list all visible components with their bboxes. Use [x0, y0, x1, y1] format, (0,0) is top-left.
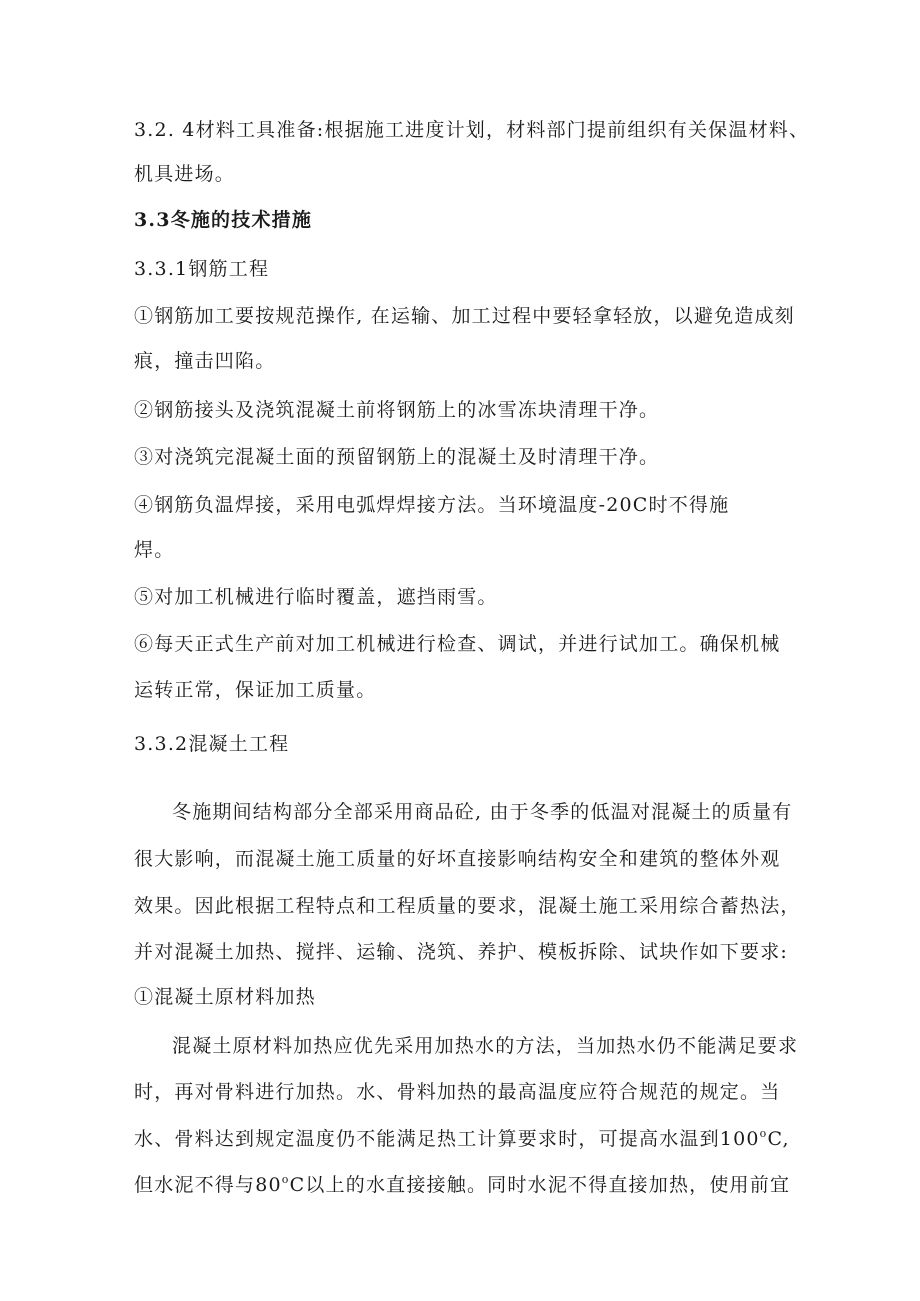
concrete-para-2-line-4 — [134, 1172, 794, 1198]
concrete-para-2-line-3-unit: C, — [767, 1128, 790, 1150]
concrete-para-2-line-3-text: 水、骨料达到规定温度仍不能满足热工计算要求时，可提高水温到100 — [134, 1128, 760, 1150]
concrete-para-2-line-3 — [134, 1126, 794, 1152]
rebar-item-4-line-1: ④钢筋负温焊接，采用电弧焊焊接方法。当环境温度-20C时不得施 — [134, 494, 730, 516]
degree-superscript: o — [759, 1127, 768, 1140]
rebar-item-1-line-2: 痕，撞击凹陷。 — [134, 350, 276, 372]
degree-superscript: o — [281, 1173, 290, 1186]
rebar-item-5: ⑤对加工机械进行临时覆盖，遮挡雨雪。 — [134, 586, 498, 608]
rebar-item-2: ②钢筋接头及浇筑混凝土前将钢筋上的冰雪冻块清理干净。 — [134, 399, 660, 421]
concrete-para-2-line-4-rest: C以上的水直接接触。同时水泥不得直接加热，使用前宜 — [289, 1174, 791, 1196]
section-3-2-4-line-2: 机具进场。 — [134, 163, 236, 185]
concrete-para-2-line-1: 混凝土原材料加热应优先采用加热水的方法，当加热水仍不能满足要求 — [172, 1035, 799, 1057]
rebar-item-6-line-2: 运转正常，保证加工质量。 — [134, 679, 377, 701]
rebar-item-4-line-2: 焊。 — [134, 539, 175, 561]
concrete-para-2-line-4-text: 但水泥不得与80 — [134, 1174, 282, 1196]
rebar-item-1-line-1: ①钢筋加工要按规范操作, 在运输、加工过程中要轻拿轻放，以避免造成刻 — [134, 305, 795, 327]
concrete-para-2-line-2: 时，再对骨料进行加热。水、骨料加热的最高温度应符合规范的规定。当 — [134, 1081, 781, 1103]
rebar-item-3: ③对浇筑完混凝土面的预留钢筋上的混凝土及时清理干净。 — [134, 446, 660, 468]
section-3-3-2-heading: 3.3.2混凝土工程 — [134, 733, 290, 755]
concrete-para-1-line-3: 效果。因此根据工程特点和工程质量的要求，混凝土施工采用综合蓄热法， — [134, 895, 801, 917]
concrete-para-1-line-1: 冬施期间结构部分全部采用商品砼, 由于冬季的低温对混凝土的质量有 — [172, 801, 793, 823]
section-3-3-heading: 3.3冬施的技术措施 — [134, 209, 313, 231]
section-3-3-1-heading: 3.3.1钢筋工程 — [134, 258, 270, 280]
concrete-para-1-line-4: 并对混凝土加热、搅拌、运输、浇筑、养护、模板拆除、试块作如下要求: — [134, 941, 789, 963]
rebar-item-6-line-1: ⑥每天正式生产前对加工机械进行检查、调试，并进行试加工。确保机械 — [134, 633, 781, 655]
section-3-2-4-line-1: 3.2. 4材料工具准备:根据施工进度计划，材料部门提前组织有关保温材料、 — [134, 119, 810, 141]
concrete-para-1-line-2: 很大影响，而混凝土施工质量的好坏直接影响结构安全和建筑的整体外观 — [134, 848, 781, 870]
concrete-item-1-heading: ①混凝土原材料加热 — [134, 986, 316, 1008]
